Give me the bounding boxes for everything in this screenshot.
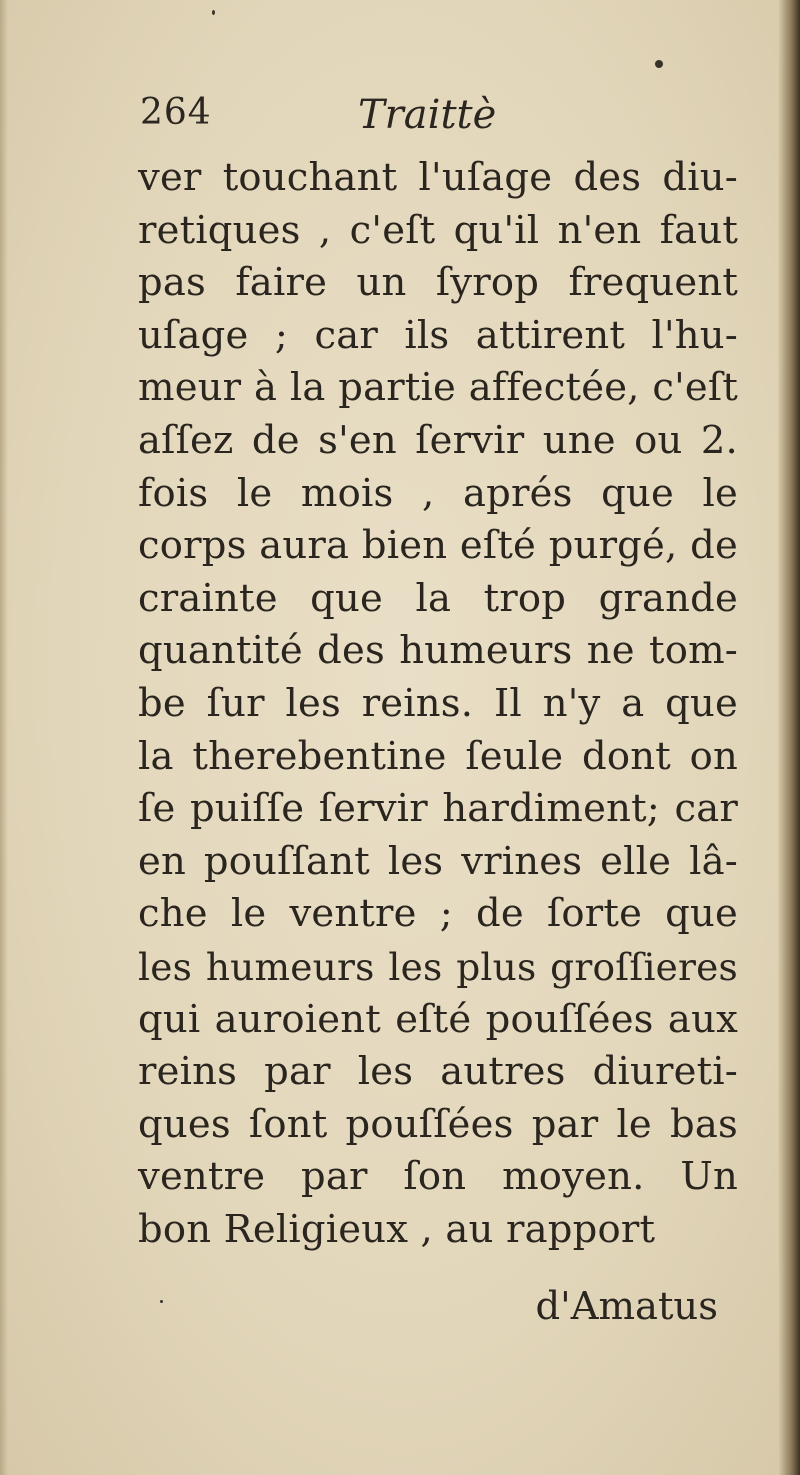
text-line: meur à la partie affectée, c'eſt: [138, 365, 738, 411]
running-title: Traittè: [358, 92, 497, 138]
text-line: retiques , c'eſt qu'il n'en faut: [138, 207, 738, 253]
ink-speck: [212, 10, 215, 15]
text-line: uſage ; car ils attirent l'hu-: [138, 312, 738, 358]
text-line: ventre par ſon moyen. Un: [138, 1154, 738, 1200]
text-line: corps aura bien eſté purgé, de: [138, 523, 738, 569]
text-line: quantité des humeurs ne tom-: [138, 628, 738, 674]
text-line: crainte que la trop grande: [138, 575, 738, 621]
text-line: bon Religieux , au rapport: [138, 1206, 656, 1252]
body-text: [138, 152, 738, 1256]
page-left-edge: [0, 0, 8, 1475]
text-line: ver touchant l'uſage des diu-: [138, 155, 738, 200]
text-line: ſe puiſſe ſervir hardiment; car: [138, 786, 738, 832]
ink-speck: [655, 60, 663, 68]
page-header: [140, 92, 740, 152]
text-line: fois le mois , aprés que le: [138, 470, 738, 516]
ink-speck: [160, 1300, 163, 1303]
text-line: qui auroient eſté pouſſées aux: [138, 996, 738, 1042]
page-binding-edge: [778, 0, 800, 1475]
text-line: en pouſſant les vrines elle lâ-: [138, 838, 738, 884]
text-line: la therebentine ſeule dont on: [138, 733, 738, 779]
text-line: les humeurs les plus groſſieres: [138, 944, 738, 989]
page-number: 264: [140, 92, 212, 133]
text-line: che le ventre ; de ſorte que: [138, 891, 738, 937]
catchword: d'Amatus: [535, 1284, 718, 1329]
text-line: be ſur les reins. Il n'y a que: [138, 680, 738, 726]
text-line: pas faire un ſyrop frequent: [138, 260, 738, 306]
text-line: aſſez de s'en ſervir une ou 2.: [138, 417, 738, 463]
text-line: ques ſont pouſſées par le bas: [138, 1101, 738, 1147]
text-line: reins par les autres diureti-: [138, 1049, 738, 1095]
